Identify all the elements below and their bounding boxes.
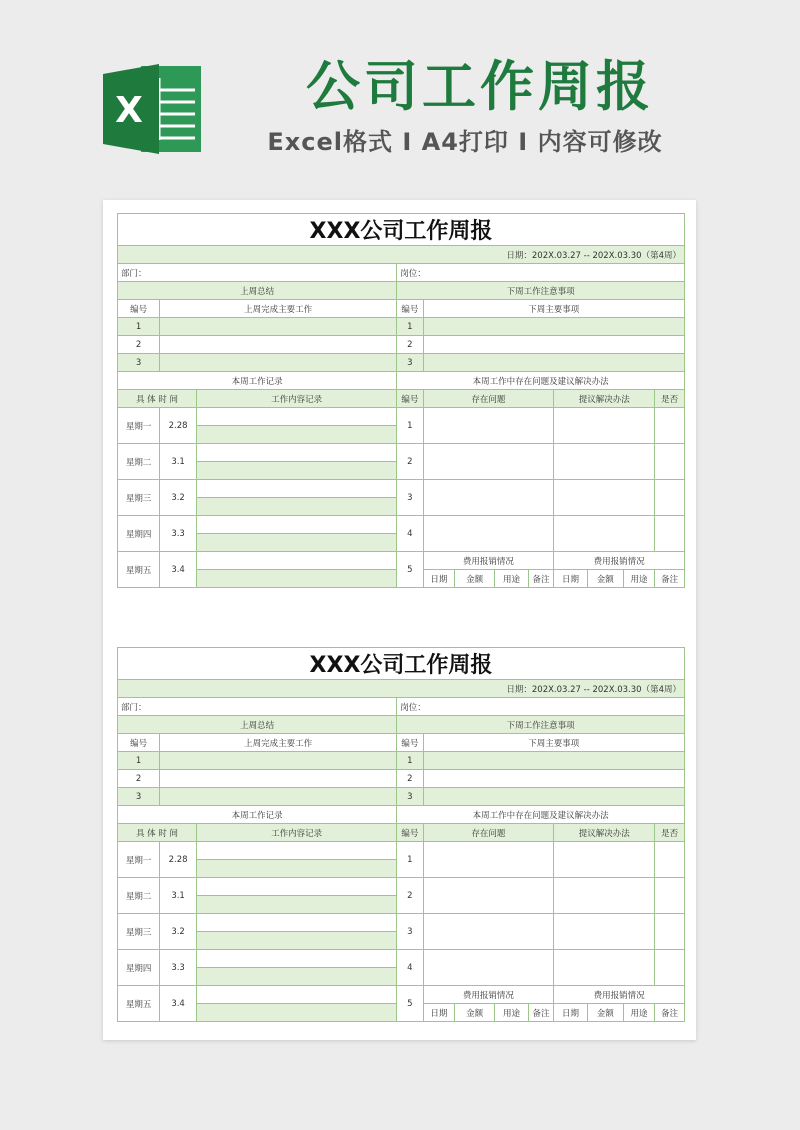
last-week-work-cell[interactable] [160, 354, 397, 372]
suggestion-cell[interactable] [554, 408, 655, 444]
next-week-item-cell[interactable] [423, 770, 684, 788]
problem-cell[interactable] [423, 914, 554, 950]
expense-col-amount: 金额 [587, 570, 623, 588]
day-name: 星期一 [118, 408, 160, 444]
work-content-cell[interactable] [197, 552, 397, 570]
day-date: 3.2 [160, 914, 197, 950]
next-week-item-cell[interactable] [423, 752, 684, 770]
problem-cell[interactable] [423, 444, 554, 480]
dept-label[interactable]: 部门： [118, 698, 397, 716]
paper [103, 200, 696, 1040]
day-date: 2.28 [160, 842, 197, 878]
problem-number: 2 [397, 878, 423, 914]
expense-col-date: 日期 [423, 570, 455, 588]
expense-title: 费用报销情况 [423, 986, 554, 1004]
expense-col-note: 备注 [528, 570, 553, 588]
work-content-cell[interactable] [197, 986, 397, 1004]
work-content-cell[interactable] [197, 534, 397, 552]
yesno-cell[interactable] [655, 408, 685, 444]
row-number: 3 [397, 354, 423, 372]
specific-time-header: 具 体 时 间 [118, 824, 197, 842]
next-week-items-header: 下周主要事项 [423, 300, 684, 318]
yesno-cell[interactable] [655, 878, 685, 914]
day-date: 3.3 [160, 950, 197, 986]
main-title: 公司工作周报 [306, 55, 654, 118]
next-week-item-cell[interactable] [423, 788, 684, 806]
date-line: 日期：202X.03.27 -- 202X.03.30（第4周） [118, 680, 685, 698]
problem-cell[interactable] [423, 842, 554, 878]
work-content-cell[interactable] [197, 426, 397, 444]
work-content-cell[interactable] [197, 408, 397, 426]
yesno-cell[interactable] [655, 950, 685, 986]
yesno-cell[interactable] [655, 444, 685, 480]
expense-col-amount: 金额 [455, 1004, 495, 1022]
row-number: 1 [118, 752, 160, 770]
expense-title: 费用报销情况 [554, 552, 685, 570]
day-date: 3.1 [160, 444, 197, 480]
expense-col-date: 日期 [423, 1004, 455, 1022]
expense-col-note: 备注 [655, 570, 685, 588]
expense-col-amount: 金额 [455, 570, 495, 588]
work-content-cell[interactable] [197, 570, 397, 588]
no-header: 编号 [118, 300, 160, 318]
suggestion-cell[interactable] [554, 842, 655, 878]
row-number: 1 [397, 318, 423, 336]
excel-logo-icon [103, 60, 205, 158]
expense-col-date: 日期 [554, 570, 588, 588]
next-week-item-cell[interactable] [423, 354, 684, 372]
work-content-cell[interactable] [197, 878, 397, 896]
problem-cell[interactable] [423, 480, 554, 516]
day-date: 2.28 [160, 408, 197, 444]
sheet-title: XXX公司工作周报 [118, 648, 685, 680]
row-number: 3 [118, 788, 160, 806]
next-week-item-cell[interactable] [423, 336, 684, 354]
suggestion-cell[interactable] [554, 950, 655, 986]
day-name: 星期二 [118, 878, 160, 914]
day-name: 星期四 [118, 950, 160, 986]
no-header: 编号 [397, 824, 423, 842]
no-header: 编号 [118, 734, 160, 752]
suggestion-header: 提议解决办法 [554, 390, 655, 408]
weekly-report-sheet [117, 213, 685, 588]
day-name: 星期二 [118, 444, 160, 480]
row-number: 2 [118, 770, 160, 788]
work-content-cell[interactable] [197, 896, 397, 914]
problem-header: 存在问题 [423, 824, 554, 842]
post-label[interactable]: 岗位： [397, 698, 685, 716]
work-content-cell[interactable] [197, 516, 397, 534]
problem-header: 存在问题 [423, 390, 554, 408]
work-content-cell[interactable] [197, 480, 397, 498]
yesno-cell[interactable] [655, 480, 685, 516]
yesno-cell[interactable] [655, 914, 685, 950]
svg-text:X: X [115, 90, 143, 131]
report-table [117, 647, 685, 1022]
suggestion-header: 提议解决办法 [554, 824, 655, 842]
day-name: 星期三 [118, 914, 160, 950]
day-date: 3.1 [160, 878, 197, 914]
last-week-summary: 上周总结 [118, 282, 397, 300]
work-content-cell[interactable] [197, 842, 397, 860]
problems-header: 本周工作中存在问题及建议解决办法 [397, 806, 685, 824]
day-date: 3.4 [160, 552, 197, 588]
expense-col-note: 备注 [528, 1004, 553, 1022]
expense-col-use: 用途 [495, 1004, 529, 1022]
expense-col-note: 备注 [655, 1004, 685, 1022]
week-record-header: 本周工作记录 [118, 372, 397, 390]
sheet-title: XXX公司工作周报 [118, 214, 685, 246]
problem-number: 3 [397, 480, 423, 516]
day-name: 星期一 [118, 842, 160, 878]
row-number: 3 [118, 354, 160, 372]
sub-title: Excel格式 Ι A4打印 Ι 内容可修改 [267, 128, 663, 156]
problem-number: 2 [397, 444, 423, 480]
work-content-cell[interactable] [197, 1004, 397, 1022]
work-content-cell[interactable] [197, 914, 397, 932]
problem-number: 4 [397, 950, 423, 986]
day-name: 星期五 [118, 986, 160, 1022]
no-header: 编号 [397, 300, 423, 318]
row-number: 2 [397, 770, 423, 788]
work-content-cell[interactable] [197, 860, 397, 878]
last-week-work-cell[interactable] [160, 336, 397, 354]
suggestion-cell[interactable] [554, 444, 655, 480]
dept-label[interactable]: 部门： [118, 264, 397, 282]
header [0, 0, 800, 190]
content-record-header: 工作内容记录 [197, 390, 397, 408]
yesno-cell[interactable] [655, 842, 685, 878]
week-record-header: 本周工作记录 [118, 806, 397, 824]
row-number: 3 [397, 788, 423, 806]
no-header: 编号 [397, 734, 423, 752]
suggestion-cell[interactable] [554, 878, 655, 914]
day-name: 星期四 [118, 516, 160, 552]
problem-cell[interactable] [423, 408, 554, 444]
last-week-work-cell[interactable] [160, 752, 397, 770]
expense-col-use: 用途 [623, 570, 655, 588]
problem-cell[interactable] [423, 950, 554, 986]
row-number: 2 [118, 336, 160, 354]
day-date: 3.3 [160, 516, 197, 552]
problem-number: 1 [397, 842, 423, 878]
yesno-header: 是否 [655, 390, 685, 408]
report-table [117, 213, 685, 588]
last-week-work-header: 上周完成主要工作 [160, 300, 397, 318]
problem-number: 4 [397, 516, 423, 552]
day-date: 3.4 [160, 986, 197, 1022]
expense-col-use: 用途 [623, 1004, 655, 1022]
expense-col-use: 用途 [495, 570, 529, 588]
post-label[interactable]: 岗位： [397, 264, 685, 282]
last-week-work-header: 上周完成主要工作 [160, 734, 397, 752]
next-week-notes: 下周工作注意事项 [397, 716, 685, 734]
day-name: 星期五 [118, 552, 160, 588]
row-number: 2 [397, 336, 423, 354]
content-record-header: 工作内容记录 [197, 824, 397, 842]
last-week-work-cell[interactable] [160, 788, 397, 806]
work-content-cell[interactable] [197, 498, 397, 516]
date-line: 日期：202X.03.27 -- 202X.03.30（第4周） [118, 246, 685, 264]
expense-title: 费用报销情况 [423, 552, 554, 570]
last-week-work-cell[interactable] [160, 770, 397, 788]
work-content-cell[interactable] [197, 950, 397, 968]
next-week-items-header: 下周主要事项 [423, 734, 684, 752]
work-content-cell[interactable] [197, 462, 397, 480]
expense-col-amount: 金额 [587, 1004, 623, 1022]
suggestion-cell[interactable] [554, 914, 655, 950]
specific-time-header: 具 体 时 间 [118, 390, 197, 408]
work-content-cell[interactable] [197, 968, 397, 986]
last-week-summary: 上周总结 [118, 716, 397, 734]
work-content-cell[interactable] [197, 444, 397, 462]
expense-col-date: 日期 [554, 1004, 588, 1022]
suggestion-cell[interactable] [554, 480, 655, 516]
problem-number: 1 [397, 408, 423, 444]
weekly-report-sheet [117, 647, 685, 1022]
next-week-notes: 下周工作注意事项 [397, 282, 685, 300]
yesno-cell[interactable] [655, 516, 685, 552]
problem-number: 5 [397, 986, 423, 1022]
problem-cell[interactable] [423, 516, 554, 552]
problem-cell[interactable] [423, 878, 554, 914]
problems-header: 本周工作中存在问题及建议解决办法 [397, 372, 685, 390]
expense-title: 费用报销情况 [554, 986, 685, 1004]
day-name: 星期三 [118, 480, 160, 516]
yesno-header: 是否 [655, 824, 685, 842]
no-header: 编号 [397, 390, 423, 408]
problem-number: 3 [397, 914, 423, 950]
row-number: 1 [118, 318, 160, 336]
next-week-item-cell[interactable] [423, 318, 684, 336]
problem-number: 5 [397, 552, 423, 588]
last-week-work-cell[interactable] [160, 318, 397, 336]
suggestion-cell[interactable] [554, 516, 655, 552]
day-date: 3.2 [160, 480, 197, 516]
row-number: 1 [397, 752, 423, 770]
work-content-cell[interactable] [197, 932, 397, 950]
